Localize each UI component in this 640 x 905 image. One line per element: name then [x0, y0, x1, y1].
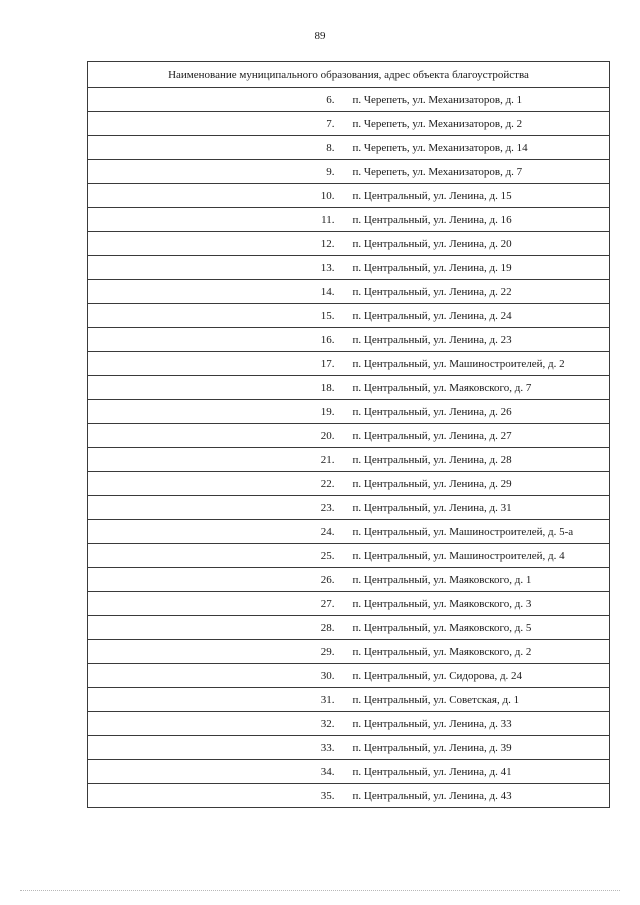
row-address: п. Черепеть, ул. Механизаторов, д. 1	[349, 88, 610, 112]
row-address: п. Центральный, ул. Ленина, д. 41	[349, 760, 610, 784]
row-number: 9.	[88, 160, 349, 184]
row-number: 20.	[88, 424, 349, 448]
table-row	[88, 688, 610, 712]
row-address: п. Центральный, ул. Ленина, д. 23	[349, 328, 610, 352]
table-row	[88, 784, 610, 808]
row-address: п. Центральный, ул. Ленина, д. 29	[349, 472, 610, 496]
table-row	[88, 520, 610, 544]
table-row	[88, 88, 610, 112]
row-number: 7.	[88, 112, 349, 136]
table-row	[88, 112, 610, 136]
row-address: п. Черепеть, ул. Механизаторов, д. 14	[349, 136, 610, 160]
row-number: 10.	[88, 184, 349, 208]
row-number: 23.	[88, 496, 349, 520]
row-address: п. Центральный, ул. Ленина, д. 31	[349, 496, 610, 520]
table-row	[88, 328, 610, 352]
table-row	[88, 448, 610, 472]
row-number: 19.	[88, 400, 349, 424]
row-address: п. Центральный, ул. Маяковского, д. 2	[349, 640, 610, 664]
row-number: 17.	[88, 352, 349, 376]
row-address: п. Центральный, ул. Ленина, д. 33	[349, 712, 610, 736]
table-row	[88, 544, 610, 568]
table-row	[88, 616, 610, 640]
row-address: п. Центральный, ул. Ленина, д. 26	[349, 400, 610, 424]
address-table	[87, 61, 610, 808]
row-address: п. Центральный, ул. Маяковского, д. 3	[349, 592, 610, 616]
row-address: п. Центральный, ул. Маяковского, д. 5	[349, 616, 610, 640]
row-number: 27.	[88, 592, 349, 616]
table-row	[88, 232, 610, 256]
row-address: п. Центральный, ул. Ленина, д. 19	[349, 256, 610, 280]
row-address: п. Центральный, ул. Машиностроителей, д. 4	[349, 544, 610, 568]
row-number: 11.	[88, 208, 349, 232]
table-header: Наименование муниципального образования, адрес объекта благоустройства	[88, 62, 610, 88]
table-row	[88, 664, 610, 688]
table-row	[88, 352, 610, 376]
row-number: 15.	[88, 304, 349, 328]
row-address: п. Центральный, ул. Ленина, д. 43	[349, 784, 610, 808]
row-number: 28.	[88, 616, 349, 640]
row-address: п. Центральный, ул. Маяковского, д. 7	[349, 376, 610, 400]
row-address: п. Центральный, ул. Маяковского, д. 1	[349, 568, 610, 592]
row-number: 21.	[88, 448, 349, 472]
table-row	[88, 736, 610, 760]
table-row	[88, 160, 610, 184]
row-number: 18.	[88, 376, 349, 400]
table-row	[88, 184, 610, 208]
row-number: 25.	[88, 544, 349, 568]
row-address: п. Центральный, ул. Ленина, д. 15	[349, 184, 610, 208]
row-number: 31.	[88, 688, 349, 712]
row-number: 8.	[88, 136, 349, 160]
row-address: п. Центральный, ул. Ленина, д. 28	[349, 448, 610, 472]
row-number: 14.	[88, 280, 349, 304]
table-row	[88, 712, 610, 736]
row-address: п. Центральный, ул. Ленина, д. 27	[349, 424, 610, 448]
table-row	[88, 760, 610, 784]
row-number: 22.	[88, 472, 349, 496]
row-address: п. Центральный, ул. Ленина, д. 24	[349, 304, 610, 328]
table-row	[88, 424, 610, 448]
row-number: 6.	[88, 88, 349, 112]
row-number: 32.	[88, 712, 349, 736]
table-row	[88, 208, 610, 232]
table-header-row	[88, 62, 610, 88]
row-number: 13.	[88, 256, 349, 280]
table-row	[88, 256, 610, 280]
table-row	[88, 304, 610, 328]
row-address: п. Центральный, ул. Ленина, д. 16	[349, 208, 610, 232]
page-number: 89	[314, 30, 326, 42]
row-address: п. Черепеть, ул. Механизаторов, д. 2	[349, 112, 610, 136]
row-number: 29.	[88, 640, 349, 664]
row-address: п. Центральный, ул. Советская, д. 1	[349, 688, 610, 712]
row-address: п. Центральный, ул. Машиностроителей, д. 5-а	[349, 520, 610, 544]
table-row	[88, 592, 610, 616]
table-row	[88, 400, 610, 424]
row-number: 12.	[88, 232, 349, 256]
row-address: п. Центральный, ул. Ленина, д. 22	[349, 280, 610, 304]
row-number: 34.	[88, 760, 349, 784]
table-row	[88, 280, 610, 304]
row-number: 33.	[88, 736, 349, 760]
row-number: 30.	[88, 664, 349, 688]
row-address: п. Черепеть, ул. Механизаторов, д. 7	[349, 160, 610, 184]
table-row	[88, 640, 610, 664]
table-row	[88, 472, 610, 496]
row-number: 24.	[88, 520, 349, 544]
row-address: п. Центральный, ул. Машиностроителей, д. 2	[349, 352, 610, 376]
table-body	[88, 62, 610, 808]
row-address: п. Центральный, ул. Ленина, д. 39	[349, 736, 610, 760]
table-row	[88, 496, 610, 520]
table-row	[88, 136, 610, 160]
row-address: п. Центральный, ул. Ленина, д. 20	[349, 232, 610, 256]
table-row	[88, 376, 610, 400]
scan-artifact-line	[20, 890, 620, 892]
row-address: п. Центральный, ул. Сидорова, д. 24	[349, 664, 610, 688]
row-number: 35.	[88, 784, 349, 808]
row-number: 26.	[88, 568, 349, 592]
row-number: 16.	[88, 328, 349, 352]
table-row	[88, 568, 610, 592]
